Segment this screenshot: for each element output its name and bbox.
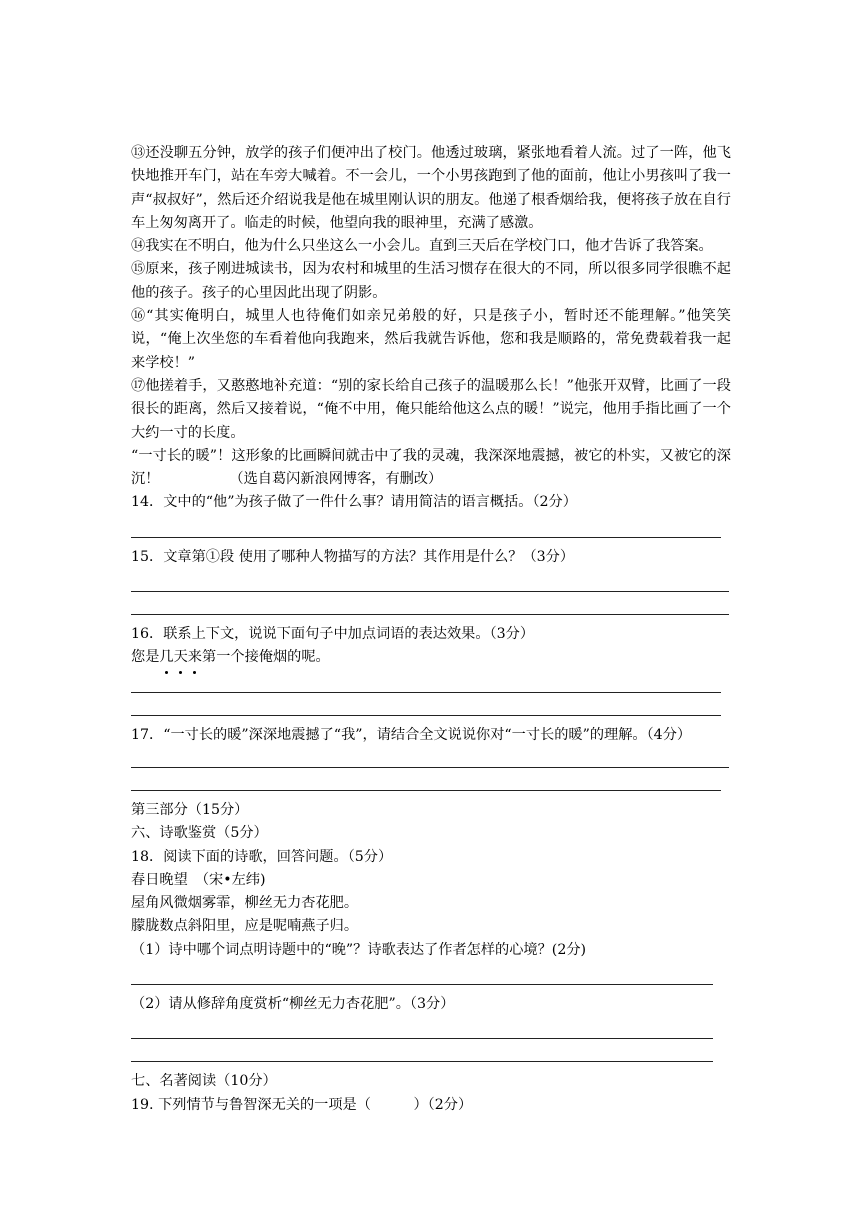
question-16-sentence: [131, 646, 731, 669]
paragraph-15: ⑮原来，孩子刚进城读书，因为农村和城里的生活习惯存在很大的不同，所以很多同学很瞧不起他的孩子。孩子的心里因此出现了阴影。: [131, 261, 731, 301]
page-content: [131, 142, 731, 1117]
answer-line[interactable]: [131, 692, 721, 693]
question-18: 18．阅读下面的诗歌，回答问题。（5分）: [131, 848, 393, 865]
answer-area-16: [131, 670, 731, 724]
answer-area-17: [131, 747, 731, 799]
sentence-part: 您是: [131, 649, 160, 666]
question-18-2: （2）请从修辞角度赏析“柳丝无力杏花肥”。（3分）: [131, 996, 455, 1013]
dotted-char: 天: [174, 646, 188, 669]
dotted-char: 几: [159, 646, 173, 669]
paragraph-13: ⑬还没聊五分钟，放学的孩子们便冲出了校门。他透过玻璃，紧张地看着人流。过了一阵，他飞快地推开车门，站在车旁大喊着。不一会儿，一个小男孩跑到了他的面前，他让小男孩叫了我一声“叔叔好”，然后还介绍说我是他在城里刚认识的朋友。他递了根香烟给我，便将孩子放在自行车上匆匆离开了。临走的时候，他望向我的眼神里，充满了感激。: [131, 145, 731, 231]
question-14: 14．文中的“他”为孩子做了一件什么事？请用简洁的语言概括。（2分）: [131, 494, 577, 511]
answer-line[interactable]: [131, 984, 713, 985]
question-16: 16．联系上下文，说说下面句子中加点词语的表达效果。（3分）: [131, 626, 535, 643]
paragraph-14: ⑭我实在不明白，他为什么只坐这么一小会儿。直到三天后在学校门口，他才告诉了我答案。: [131, 238, 713, 255]
answer-line[interactable]: [131, 1061, 713, 1062]
part3-heading: 第三部分（15分）: [131, 801, 249, 818]
answer-line[interactable]: [131, 767, 729, 768]
question-17: 17．“一寸长的暖”深深地震撼了“我”，请结合全文说说你对“一寸长的暖”的理解。（4分）: [131, 726, 692, 743]
section-6-heading: 六、诗歌鉴赏（5分）: [131, 825, 268, 842]
question-15: 15．文章第①段 使用了哪种人物描写的方法？其作用是什么？（3分）: [131, 548, 575, 565]
paragraph-16: ⑯“其实俺明白，城里人也待俺们如亲兄弟般的好，只是孩子小，暂时还不能理解。”他笑笑说，“俺上次坐您的车看着他向我跑来，然后我就告诉他，您和我是顺路的，常免费载着我一起来学校！”: [131, 308, 731, 371]
answer-line[interactable]: [131, 614, 729, 615]
answer-area-18-1: [131, 962, 731, 993]
paragraph-17: ⑰他搓着手，又憨憨地补充道：“别的家长给自己孩子的温暖那么长！”他张开双臂，比画了一段很长的距离，然后又接着说，“俺不中用，俺只能给他这么点的暖！”说完，他用手指比画了一个大约一寸的长度。: [131, 377, 731, 441]
answer-line[interactable]: [131, 1038, 713, 1039]
dotted-char: 来: [188, 646, 202, 669]
answer-line[interactable]: [131, 537, 721, 538]
answer-area-15: [131, 569, 731, 623]
paragraph-18: [131, 445, 731, 492]
poem-line-1: 屋角风微烟雾霏，柳丝无力杏花肥。: [131, 895, 359, 912]
section-7-heading: 七、名著阅读（10分）: [131, 1073, 277, 1090]
answer-line[interactable]: [131, 715, 721, 716]
question-18-1: （1）诗中哪个词点明诗题中的“晚”？诗歌表达了作者怎样的心境？(2分): [131, 941, 587, 958]
question-19: 19. 下列情节与鲁智深无关的一项是（ ）（2分）: [131, 1096, 473, 1113]
sentence-part: 第一个接俺烟的呢。: [202, 649, 330, 666]
answer-line[interactable]: [131, 591, 729, 592]
answer-line[interactable]: [131, 790, 721, 791]
source-note: （选自葛闪新浪网博客，有删改）: [229, 471, 443, 488]
answer-area-18-2: [131, 1016, 731, 1070]
paragraph-18-text: “一寸长的暖”！这形象的比画瞬间就击中了我的灵魂，我深深地震撼，被它的朴实，又被它的深沉！: [131, 447, 731, 488]
answer-area-14: [131, 515, 731, 546]
poem-line-2: 朦胧数点斜阳里，应是呢喃燕子归。: [131, 918, 359, 935]
poem-title: 春日晚望 （宋•左纬): [131, 871, 266, 888]
